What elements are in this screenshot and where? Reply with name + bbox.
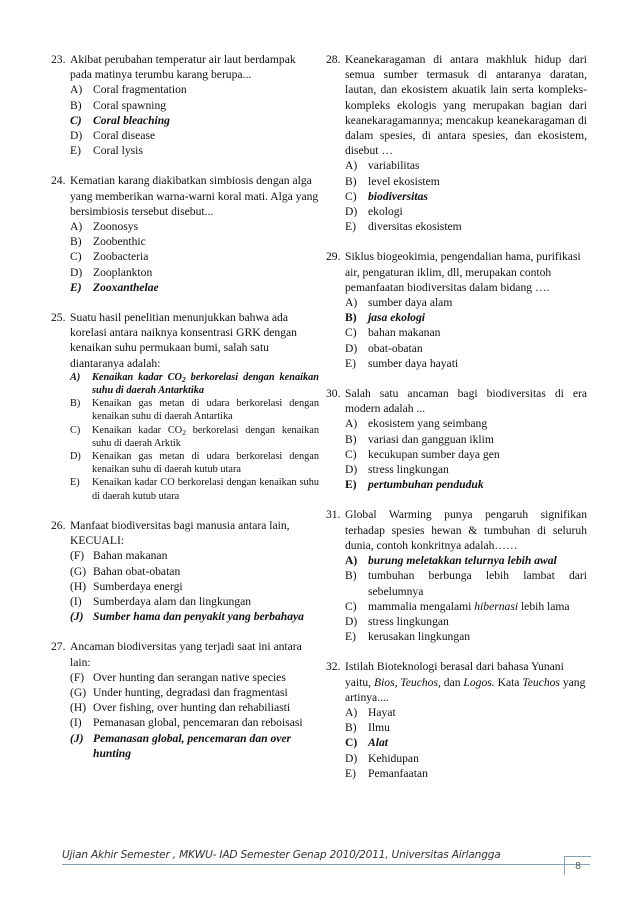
option-c-answer: C) Coral bleaching <box>70 113 170 127</box>
question-number: 27. <box>51 640 66 654</box>
option-i: (I) Sumberdaya alam dan lingkungan <box>70 594 252 608</box>
question-number: 31. <box>326 508 341 522</box>
option-b: B) Ilmu <box>345 721 390 735</box>
option-d: D) obat-obatan <box>345 341 423 355</box>
option-c: C) Zoobacteria <box>70 250 149 264</box>
option-d: D) ekologi <box>345 205 403 219</box>
question-stem: Istilah Bioteknologi berasal dari bahasa Yunani yaitu, Bios, Teuchos, dan Logos. Kata Teuchos yang artinya.... <box>345 660 586 704</box>
question-number: 25. <box>51 311 66 325</box>
option-e: E) diversitas ekosistem <box>345 220 462 234</box>
question-number: 28. <box>326 53 341 66</box>
question-24 <box>51 173 319 295</box>
question-number: 32. <box>326 660 341 674</box>
question-number: 26. <box>51 518 66 532</box>
question-stem: Global Warming punya pengaruh signifikan terhadap spesies hewan & tumbuhan di seluruh dunia, contoh konkritnya adalah…… <box>345 508 587 552</box>
question-27 <box>51 639 319 761</box>
question-stem: Keanekaragaman di antara makhluk hidup dari semua sumber termasuk di antaranya daratan, lautan, dan ekosistem akuatik lain serta kompleks-kompleks ekologis yang merupakan bagian dari keanekaragamannya; mencakup keanekaragaman di dalam spesies, di antara spesies, dan ekosistem, disebut … <box>345 53 587 158</box>
option-d: D) Kenaikan gas metan di udara berkorelasi dengan kenaikan suhu di daerah kutub utara <box>70 451 319 476</box>
option-f: (F) Over hunting dan serangan native species <box>70 670 286 684</box>
option-b: B) variasi dan gangguan iklim <box>345 432 494 446</box>
option-g: (G) Bahan obat-obatan <box>70 564 181 578</box>
option-h: (H) Over fishing, over hunting dan rehabiliasti <box>70 701 291 715</box>
question-25 <box>51 310 319 503</box>
question-stem: Manfaat biodiversitas bagi manusia antara lain, KECUALI: <box>70 518 290 548</box>
option-j-answer: (J) Sumber hama dan penyakit yang berbahaya <box>70 610 304 624</box>
option-h: (H) Sumberdaya energi <box>70 579 183 593</box>
option-a: A) Coral fragmentation <box>70 83 187 97</box>
page-number: 8 <box>564 856 591 875</box>
right-column <box>326 52 587 796</box>
question-29 <box>326 249 587 371</box>
option-e: E) Coral lysis <box>70 144 143 158</box>
option-g: (G) Under hunting, degradasi dan fragmentasi <box>70 685 288 699</box>
question-stem: Ancaman biodiversitas yang terjadi saat ini antara lain: <box>70 640 302 669</box>
footer-text: Ujian Akhir Semester , MKWU- IAD Semester Genap 2010/2011, Universitas Airlangga <box>62 849 501 861</box>
question-stem: Akibat perubahan temperatur air laut berdampak pada matinya terumbu karang berupa... <box>70 53 296 82</box>
option-c: C) bahan makanan <box>345 326 441 340</box>
option-b-answer: B) jasa ekologi <box>345 311 426 325</box>
question-23 <box>51 52 319 158</box>
question-stem: Suatu hasil penelitian menunjukkan bahwa ada korelasi antara naiknya konsentrasi GRK dengan kenaikan suhu permukaan bumi, salah satu diantaranya adalah: <box>70 311 297 370</box>
option-d: D) Zooplankton <box>70 265 153 279</box>
option-b: B) Zoobenthic <box>70 235 146 249</box>
option-e: E) Kenaikan kadar CO berkorelasi dengan kenaikan suhu di daerah kutub utara <box>70 477 319 502</box>
question-number: 24. <box>51 174 66 188</box>
option-a: A) Zoonosys <box>70 220 139 234</box>
question-stem: Kematian karang diakibatkan simbiosis dengan alga yang memberikan warna-warni koral mati. Alga yang bersimbiosis tersebut disebut... <box>70 174 319 218</box>
question-number: 30. <box>326 387 341 401</box>
option-j-answer: (J) Pemanasan global, pencemaran dan over hunting <box>70 731 292 760</box>
option-b: B) level ekosistem <box>345 174 440 188</box>
question-number: 29. <box>326 250 341 264</box>
option-e: E) kerusakan lingkungan <box>345 630 471 644</box>
option-e-answer: E) pertumbuhan penduduk <box>345 478 484 492</box>
question-26 <box>51 518 319 624</box>
question-number: 23. <box>51 53 66 66</box>
option-b: B) tumbuhan berbunga lebih lambat dari sebelumnya <box>345 569 587 598</box>
question-stem: Salah satu ancaman bagi biodiversitas di era modern adalah ... <box>345 387 587 416</box>
option-d: D) Kehidupan <box>345 751 419 765</box>
option-d: D) stress lingkungan <box>345 614 449 628</box>
option-c: C) Kenaikan kadar $CO_2$ berkorelasi dengan kenaikan suhu di daerah Arktik <box>70 424 319 449</box>
option-a: A) Hayat <box>345 705 396 719</box>
option-c: C) kecukupan sumber daya gen <box>345 447 500 461</box>
option-a: A) ekosistem yang seimbang <box>345 417 488 431</box>
question-31 <box>326 507 587 644</box>
option-a-answer: A) burung meletakkan telurnya lebih awal <box>345 554 557 568</box>
option-d: D) stress lingkungan <box>345 463 449 477</box>
footer-divider <box>62 864 590 865</box>
option-e: E) sumber daya hayati <box>345 356 459 370</box>
option-e-answer: E) Zooxanthelae <box>70 280 159 294</box>
question-stem: Siklus biogeokimia, pengendalian hama, purifikasi air, pengaturan iklim, dll, merupakan contoh pemanfaatan biodiversitas dalam bidang …. <box>345 250 581 294</box>
option-c-answer: C) Alat <box>345 736 388 750</box>
question-30 <box>326 386 587 492</box>
option-a: A) sumber daya alam <box>345 296 453 310</box>
left-column <box>51 52 319 776</box>
option-b: B) Coral spawning <box>70 98 167 112</box>
option-c: C) biodiversitas <box>345 189 428 203</box>
question-28 <box>326 52 587 234</box>
option-c: C) mammalia mengalami hibernasi lebih lama <box>345 599 570 613</box>
question-32 <box>326 659 587 781</box>
option-i: (I) Pemanasan global, pencemaran dan reboisasi <box>70 716 303 730</box>
option-b: B) Kenaikan gas metan di udara berkorelasi dengan kenaikan suhu di daerah Antartika <box>70 398 319 423</box>
option-f: (F) Bahan makanan <box>70 549 168 563</box>
option-a: A) variabilitas <box>345 159 420 173</box>
option-a-answer: A) Kenaikan kadar $CO_2$ berkorelasi dengan kenaikan suhu di daerah Antarktika <box>70 371 319 397</box>
option-d: D) Coral disease <box>70 129 156 143</box>
option-e: E) Pemanfaatan <box>345 766 428 780</box>
